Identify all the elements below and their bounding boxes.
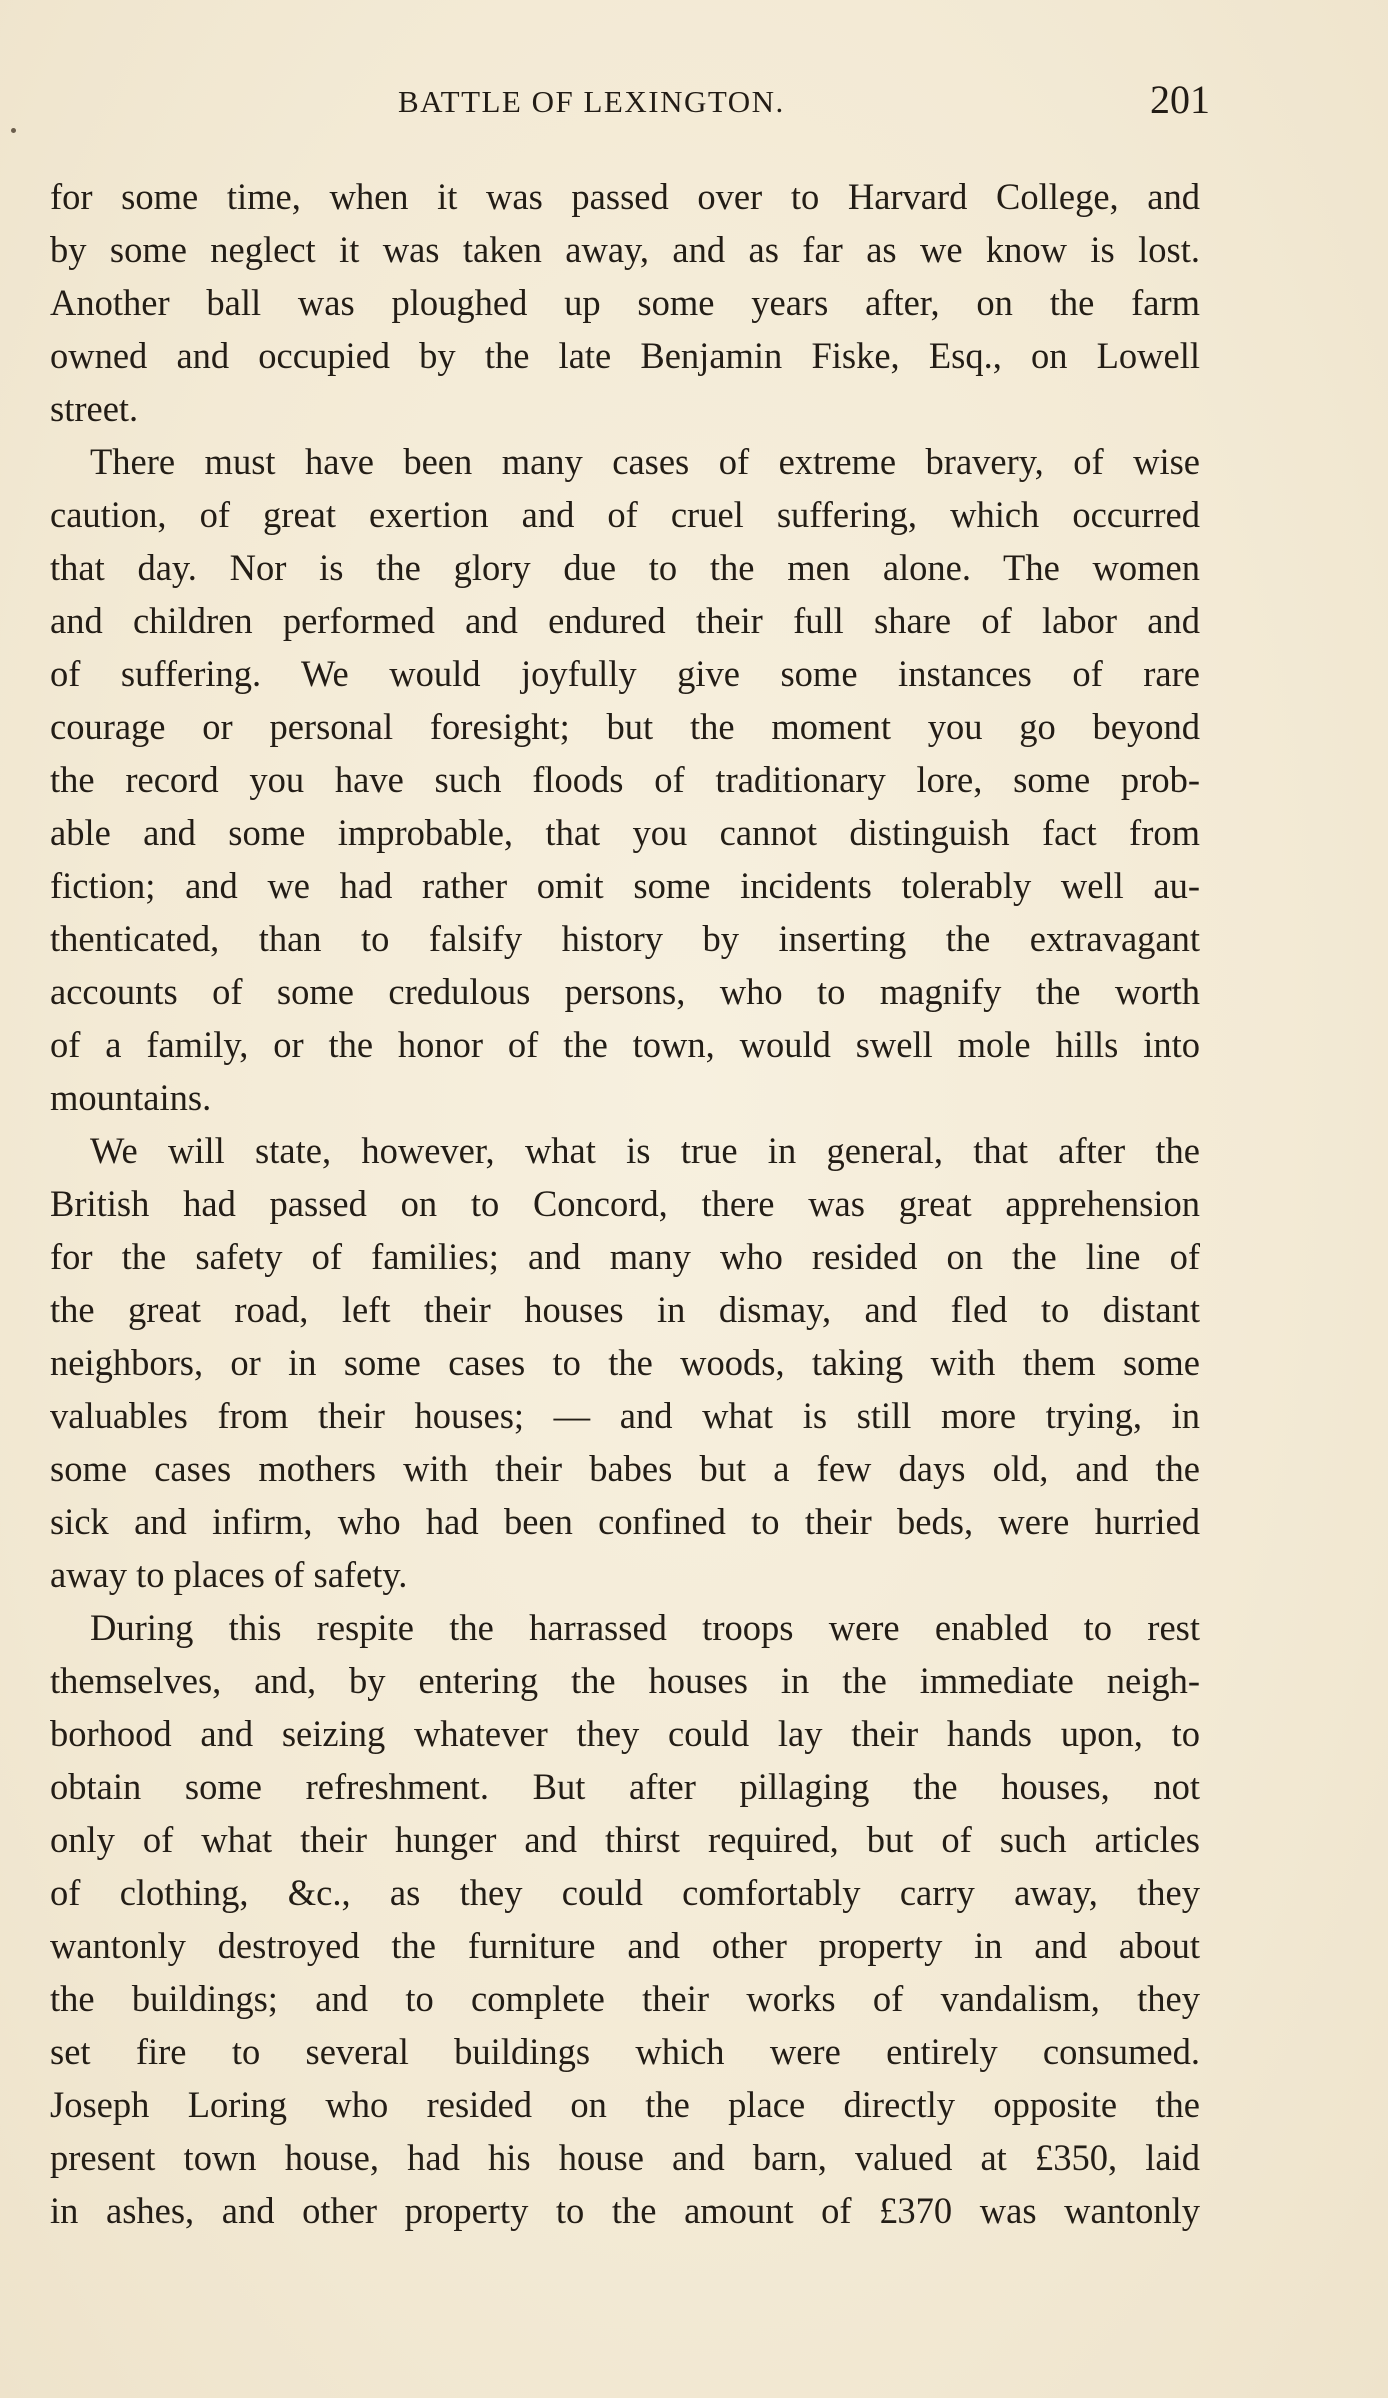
text-line: There must have been many cases of extreme bravery, of wise	[90, 441, 1200, 482]
body-text	[50, 170, 1200, 2237]
page-header	[48, 76, 1210, 128]
text-line: that day. Nor is the glory due to the men alone. The women	[50, 547, 1200, 588]
text-line: of a family, or the honor of the town, would swell mole hills into	[50, 1024, 1200, 1065]
text-line: British had passed on to Concord, there was great apprehension	[50, 1183, 1200, 1224]
text-line: away to places of safety.	[50, 1554, 408, 1595]
text-line: by some neglect it was taken away, and as far as we know is lost.	[50, 229, 1200, 270]
text-line: the record you have such floods of traditionary lore, some prob-	[50, 759, 1200, 800]
text-line: wantonly destroyed the furniture and other property in and about	[50, 1925, 1200, 1966]
paragraph	[50, 435, 1200, 1124]
paragraph	[50, 170, 1200, 435]
text-line: neighbors, or in some cases to the woods, taking with them some	[50, 1342, 1200, 1383]
text-line: the great road, left their houses in dismay, and fled to distant	[50, 1289, 1200, 1330]
text-line: caution, of great exertion and of cruel suffering, which occurred	[50, 494, 1200, 535]
paragraph	[50, 1601, 1200, 2237]
page-number: 201	[1150, 77, 1210, 122]
text-line: themselves, and, by entering the houses in the immediate neigh-	[50, 1660, 1200, 1701]
text-line: some cases mothers with their babes but a few days old, and the	[50, 1448, 1200, 1489]
text-line: Joseph Loring who resided on the place directly opposite the	[50, 2084, 1200, 2125]
text-line: sick and infirm, who had been confined to their beds, were hurried	[50, 1501, 1200, 1542]
text-line: the buildings; and to complete their works of vandalism, they	[50, 1978, 1200, 2019]
text-line: of suffering. We would joyfully give some instances of rare	[50, 653, 1200, 694]
text-line: We will state, however, what is true in general, that after the	[90, 1130, 1200, 1171]
text-line: mountains.	[50, 1077, 212, 1118]
paragraph	[50, 1124, 1200, 1601]
text-line: valuables from their houses; — and what is still more trying, in	[50, 1395, 1200, 1436]
text-line: present town house, had his house and barn, valued at £350, laid	[50, 2137, 1200, 2178]
text-line: accounts of some credulous persons, who to magnify the worth	[50, 971, 1200, 1012]
text-line: courage or personal foresight; but the moment you go beyond	[50, 706, 1200, 747]
text-line: for some time, when it was passed over to Harvard College, and	[50, 176, 1200, 217]
text-line: only of what their hunger and thirst required, but of such articles	[50, 1819, 1200, 1860]
text-line: street.	[50, 388, 139, 429]
text-line: thenticated, than to falsify history by inserting the extravagant	[50, 918, 1200, 959]
text-line: of clothing, &c., as they could comfortably carry away, they	[50, 1872, 1200, 1913]
text-line: Another ball was ploughed up some years after, on the farm	[50, 282, 1200, 323]
text-line: owned and occupied by the late Benjamin Fiske, Esq., on Lowell	[50, 335, 1200, 376]
text-line: During this respite the harrassed troops were enabled to rest	[90, 1607, 1200, 1648]
text-line: for the safety of families; and many who resided on the line of	[50, 1236, 1200, 1277]
text-line: obtain some refreshment. But after pillaging the houses, not	[50, 1766, 1200, 1807]
text-line: and children performed and endured their full share of labor and	[50, 600, 1200, 641]
page-speck	[11, 128, 16, 133]
text-line: set fire to several buildings which were entirely consumed.	[50, 2031, 1200, 2072]
running-head: BATTLE OF LEXINGTON.	[398, 84, 785, 119]
text-line: fiction; and we had rather omit some incidents tolerably well au-	[50, 865, 1200, 906]
text-line: borhood and seizing whatever they could lay their hands upon, to	[50, 1713, 1200, 1754]
text-line: able and some improbable, that you cannot distinguish fact from	[50, 812, 1200, 853]
text-line: in ashes, and other property to the amount of £370 was wantonly	[50, 2190, 1200, 2231]
